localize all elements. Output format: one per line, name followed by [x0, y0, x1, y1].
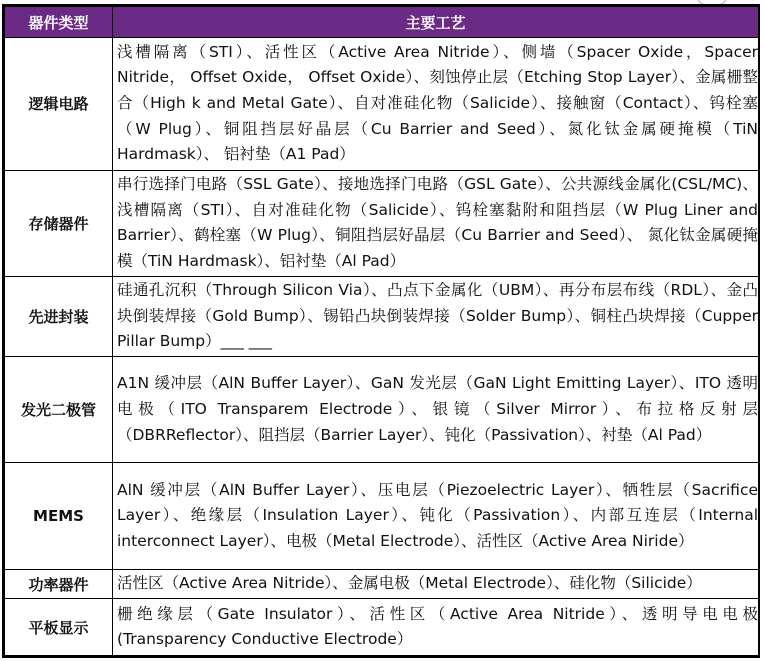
process-cell: 浅槽隔离（STI）、活性区（Active Area Nitride）、侧墙（Spacer Oxide，Spacer Nitride， Offset Oxide， Offset Oxide）、刻蚀停止层（Etching Stop Layer）、金属栅整合（High k and Metal Gate）、自对准硅化物（Salicide）、接触窗（Contact）、钨栓塞（W Plug）、铜阻挡层好晶层（Cu Barrier and Seed）、氮化钛金属硬掩模（TiN Hardmask）、 铝衬垫（A1 Pad） [113, 38, 759, 171]
process-cell: A1N 缓冲层（AlN Buffer Layer）、GaN 发光层（GaN Light Emitting Layer）、ITO 透明电极（ITO Transparem Electrode）、银镜（Silver Mirror）、布拉格反射层（DBRReflector）、阻挡层（Barrier Layer）、钝化（Passivation）、衬垫（Al Pad） [113, 357, 759, 463]
device-type-cell: 存储器件 [5, 170, 113, 276]
table-row [5, 38, 759, 171]
process-cell: 栅绝缘层（Gate Insulator）、活性区（Active Area Nitride）、透明导电电极(Transparency Conductive Electrode） [113, 599, 759, 656]
table-header-row [5, 7, 759, 38]
header-device-type: 器件类型 [5, 7, 113, 38]
device-type-cell: 发光二极管 [5, 357, 113, 463]
table-row [5, 463, 759, 569]
table-row [5, 569, 759, 598]
table-row [5, 599, 759, 656]
device-type-cell: 平板显示 [5, 599, 113, 656]
device-type-cell: 功率器件 [5, 569, 113, 598]
process-cell: 活性区（Active Area Nitride）、金属电极（Metal Electrode）、硅化物（Silicide） [113, 569, 759, 598]
process-table-frame [2, 4, 760, 658]
table-row [5, 277, 759, 357]
header-main-process: 主要工艺 [113, 7, 759, 38]
process-cell: 硅通孔沉积（Through Silicon Via）、凸点下金属化（UBM）、再分布层布线（RDL）、金凸块倒装焊接（Gold Bump）、锡铅凸块倒装焊接（Solder Bump）、铜柱凸块焊接（Cupper Pillar Bump）___ ___ [113, 277, 759, 357]
process-cell: AlN 缓冲层（AlN Buffer Layer）、压电层（Piezoelectric Layer）、牺牲层（Sacrifice Layer）、绝缘层（Insulation Layer）、钝化（Passivation）、内部互连层（Internal interconnect Layer）、电极（Metal Electrode）、活性区（Active Area Niride） [113, 463, 759, 569]
table-row [5, 170, 759, 276]
device-type-cell: 逻辑电路 [5, 38, 113, 171]
device-type-cell: MEMS [5, 463, 113, 569]
device-type-cell: 先进封装 [5, 277, 113, 357]
process-cell: 串行选择门电路（SSL Gate）、接地选择门电路（GSL Gate）、公共源线金属化(CSL/MC)、浅槽隔离（STI）、自对准硅化物（Salicide）、钨栓塞黏附和阻挡层（W Plug Liner and Barrier）、鹤栓塞（W Plug）、铜阻挡层好晶层（Cu Barrier and Seed）、 氮化钛金属硬掩模（TiN Hardmask）、铝衬垫（Al Pad） [113, 170, 759, 276]
process-table [4, 6, 759, 656]
table-row [5, 357, 759, 463]
